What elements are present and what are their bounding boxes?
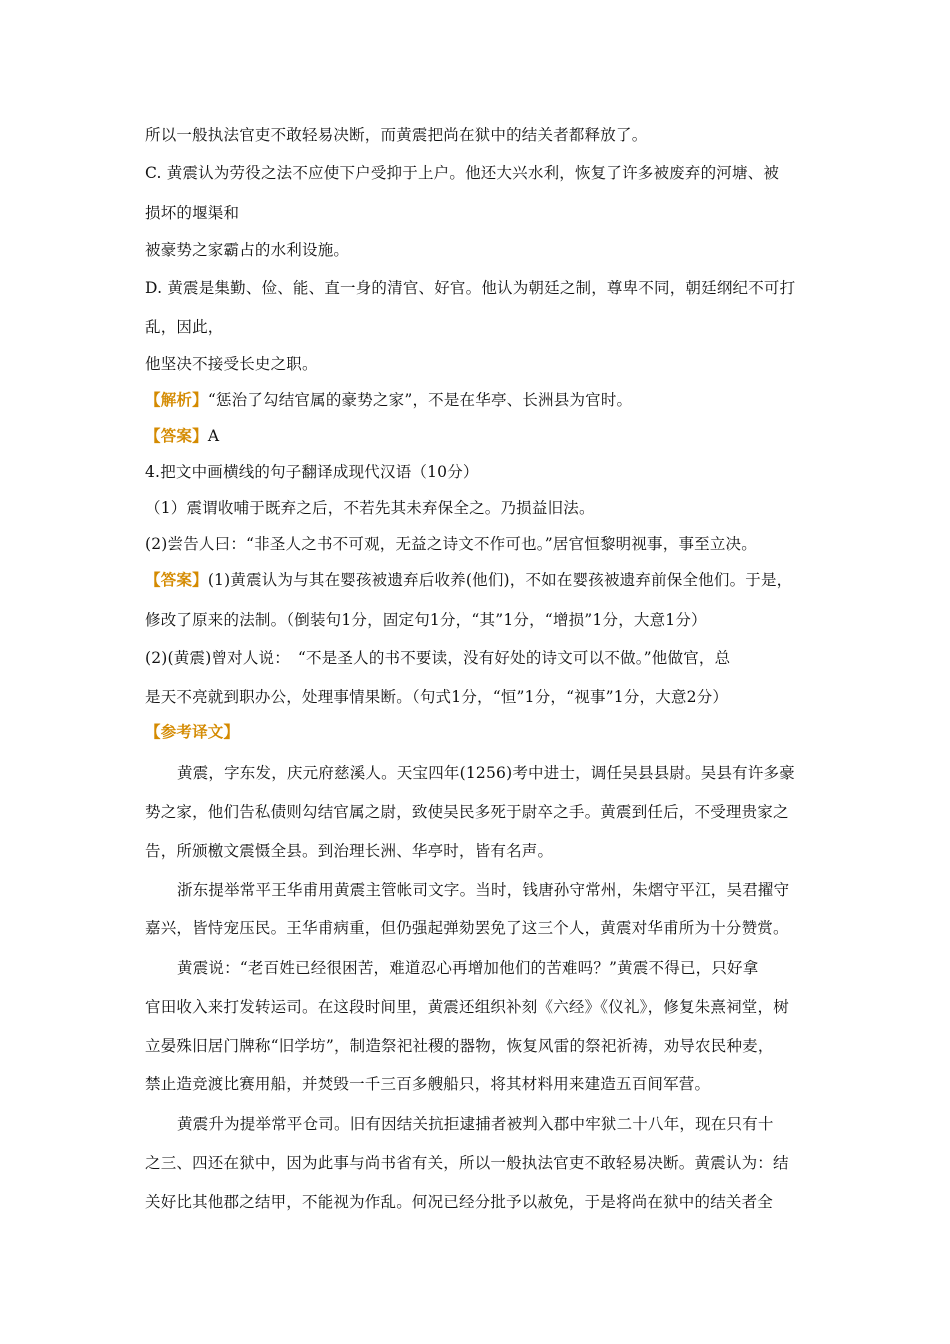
answer-line: 【答案】(1)黄震认为与其在婴孩被遗弃后收养(他们)，不如在婴孩被遗弃前保全他们。于是，	[145, 570, 793, 589]
question-sentence-1: （1）震谓收哺于既弃之后，不若先其未弃保全之。乃损益旧法。	[145, 499, 595, 517]
paragraph-line: 之三、四还在狱中，因为此事与尚书省有关，所以一般执法官吏不敢轻易决断。黄震认为：结	[145, 1154, 789, 1172]
paragraph-line: 立晏殊旧居门牌称“旧学坊”，制造祭祀社稷的器物，恢复风雷的祭祀祈祷，劝导农民种麦，	[145, 1037, 774, 1055]
paragraph-line: 乱，因此，	[145, 318, 224, 336]
question-sentence-2: (2)尝告人曰：“非圣人之书不可观，无益之诗文不作可也。”居官恒黎明视事，事至立决。	[145, 535, 757, 553]
answer-line: 【答案】A	[145, 426, 220, 445]
paragraph-line: 嘉兴，皆恃宠压民。王华甫病重，但仍强起弹劾罢免了这三个人，黄震对华甫所为十分赞赏。	[145, 919, 789, 937]
paragraph-line: 势之家，他们告私债则勾结官属之尉，致使吴民多死于尉卒之手。黄震到任后，不受理贵家之	[145, 803, 789, 821]
paragraph-line: 浙东提举常平王华甫用黄震主管帐司文字。当时，钱唐孙守常州，朱熠守平江，吴君擢守	[177, 881, 790, 899]
question-heading: 4.把文中画横线的句子翻译成现代汉语（10分）	[145, 463, 479, 481]
paragraph-line: 所以一般执法官吏不敢轻易决断，而黄震把尚在狱中的结关者都释放了。	[145, 126, 648, 144]
paragraph-line: 黄震说：“老百姓已经很困苦，难道忍心再增加他们的苦难吗？”黄震不得已，只好拿	[177, 959, 759, 977]
paragraph-line: 他坚决不接受长史之职。	[145, 355, 318, 373]
option-c-line: C. 黄震认为劳役之法不应使下户受抑于上户。他还大兴水利，恢复了许多被废弃的河塘、被	[145, 164, 780, 182]
paragraph-line: 禁止造竞渡比赛用船，并焚毁一千三百多艘船只，将其材料用来建造五百间军营。	[145, 1075, 711, 1093]
option-d-line: D. 黄震是集勤、俭、能、直一身的清官、好官。他认为朝廷之制，尊卑不同，朝廷纲纪不可打	[145, 279, 796, 297]
paragraph-line: 损坏的堰渠和	[145, 204, 240, 222]
paragraph-line: 黄震，字东发，庆元府慈溪人。天宝四年(1256)考中进士，调任吴县县尉。吴县有许多豪	[177, 764, 795, 782]
paragraph-line: 官田收入来打发转运司。在这段时间里，黄震还组织补刻《六经》《仪礼》，修复朱熹祠堂，树	[145, 998, 789, 1016]
translation-tag: 【参考译文】	[145, 722, 240, 741]
paragraph-line: 是天不亮就到职办公，处理事情果断。（句式1分，“恒”1分，“视事”1分，大意2分）	[145, 688, 729, 706]
paragraph-line: 告，所颁檄文震慑全县。到治理长洲、华亭时，皆有名声。	[145, 842, 554, 860]
paragraph-line: 修改了原来的法制。（倒装句1分，固定句1分，“其”1分，“增损”1分，大意1分）	[145, 611, 707, 629]
paragraph-line: 黄震升为提举常平仓司。旧有因结关抗拒逮捕者被判入郡中牢狱二十八年，现在只有十	[177, 1115, 774, 1133]
paragraph-line: 关好比其他郡之结甲，不能视为作乱。何况已经分批予以赦免，于是将尚在狱中的结关者全	[145, 1193, 774, 1211]
answer-tag: 【答案】	[145, 426, 208, 445]
translation-heading	[145, 722, 239, 742]
answer-tag: 【答案】	[145, 570, 208, 589]
paragraph-line: (2)(黄震)曾对人说： “不是圣人的书不要读，没有好处的诗文可以不做。”他做官，总	[145, 649, 731, 667]
paragraph-line: 被豪势之家霸占的水利设施。	[145, 241, 350, 259]
analysis-line: 【解析】“惩治了勾结官属的豪势之家”，不是在华亭、长洲县为官时。	[145, 390, 633, 409]
analysis-tag: 【解析】	[145, 390, 208, 409]
